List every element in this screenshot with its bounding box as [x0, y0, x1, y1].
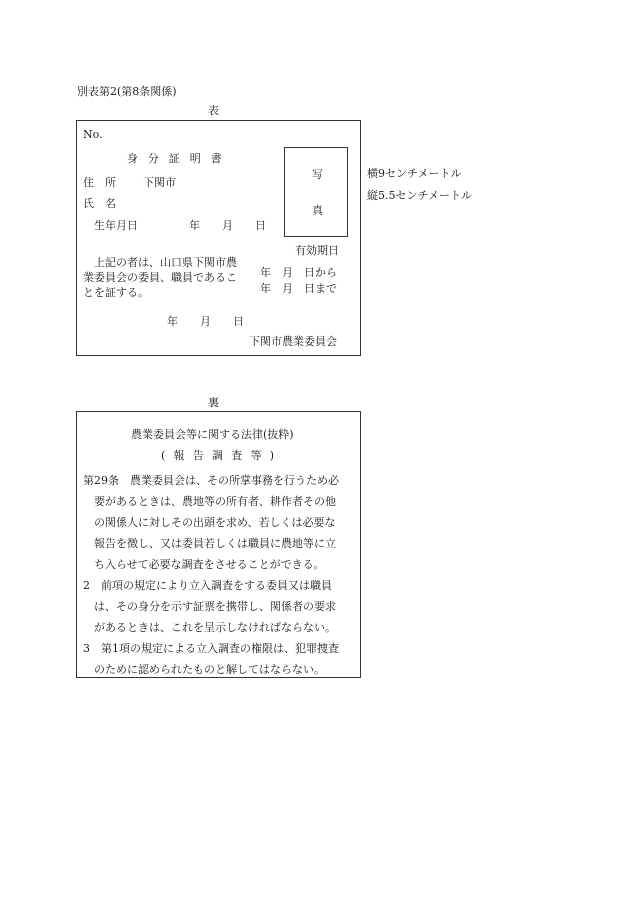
front-heading: 表 [208, 104, 219, 117]
certification-line: とを証する。 [83, 286, 149, 299]
article-line: があるときは、これを呈示しなければならない。 [94, 621, 336, 634]
law-title: 農業委員会等に関する法律(抜粋) [131, 428, 294, 441]
back-heading: 裏 [208, 396, 219, 409]
article-line: 2 前項の規定により立入調査をする委員又は職員 [83, 579, 332, 592]
article-line: ち入らせて必要な調査をさせることができる。 [94, 558, 325, 571]
article-29-text [83, 470, 339, 680]
birth-date-fields: 年 月 日 [189, 219, 266, 232]
certification-line: 業委員会の委員、職員であるこ [83, 271, 237, 284]
validity-label: 有効期日 [295, 244, 339, 257]
name-label: 氏 名 [83, 197, 116, 210]
certification-text [83, 255, 237, 300]
article-line: のために認められたものと解してはならない。 [94, 663, 325, 676]
certificate-title: 身分証明書 [127, 152, 232, 165]
card-number-label: No. [83, 128, 103, 141]
front-card [76, 120, 361, 356]
article-line: は、その身分を示す証票を携帯し、関係者の要求 [94, 600, 336, 613]
article-line: 第29条 農業委員会は、その所掌事務を行うため必 [83, 474, 339, 487]
photo-width-note: 横9センチメートル [367, 167, 462, 180]
photo-box [284, 147, 348, 237]
photo-label-char-1: 写 [312, 168, 323, 181]
issuer-name: 下関市農業委員会 [249, 335, 337, 348]
certification-line: 上記の者は、山口県下関市農 [94, 256, 237, 269]
appendix-header: 別表第2(第8条関係) [77, 85, 177, 98]
address-value: 下関市 [143, 176, 176, 189]
issue-date: 年 月 日 [167, 315, 244, 328]
validity-from: 年 月 日から [260, 266, 337, 279]
photo-label-char-2: 真 [312, 204, 323, 217]
law-subtitle: (報告調査等) [161, 449, 283, 462]
article-line: 報告を徴し、又は委員若しくは職員に農地等に立 [94, 537, 336, 550]
birth-date-label: 生年月日 [94, 219, 138, 232]
address-label: 住 所 [83, 176, 116, 189]
article-line: 3 第1項の規定による立入調査の権限は、犯罪捜査 [83, 642, 339, 655]
article-line: の関係人に対しその出頭を求め、若しくは必要な [94, 516, 336, 529]
back-card [76, 411, 361, 678]
validity-to: 年 月 日まで [260, 282, 337, 295]
article-line: 要があるときは、農地等の所有者、耕作者その他 [94, 495, 336, 508]
photo-height-note: 縦5.5センチメートル [367, 189, 473, 202]
